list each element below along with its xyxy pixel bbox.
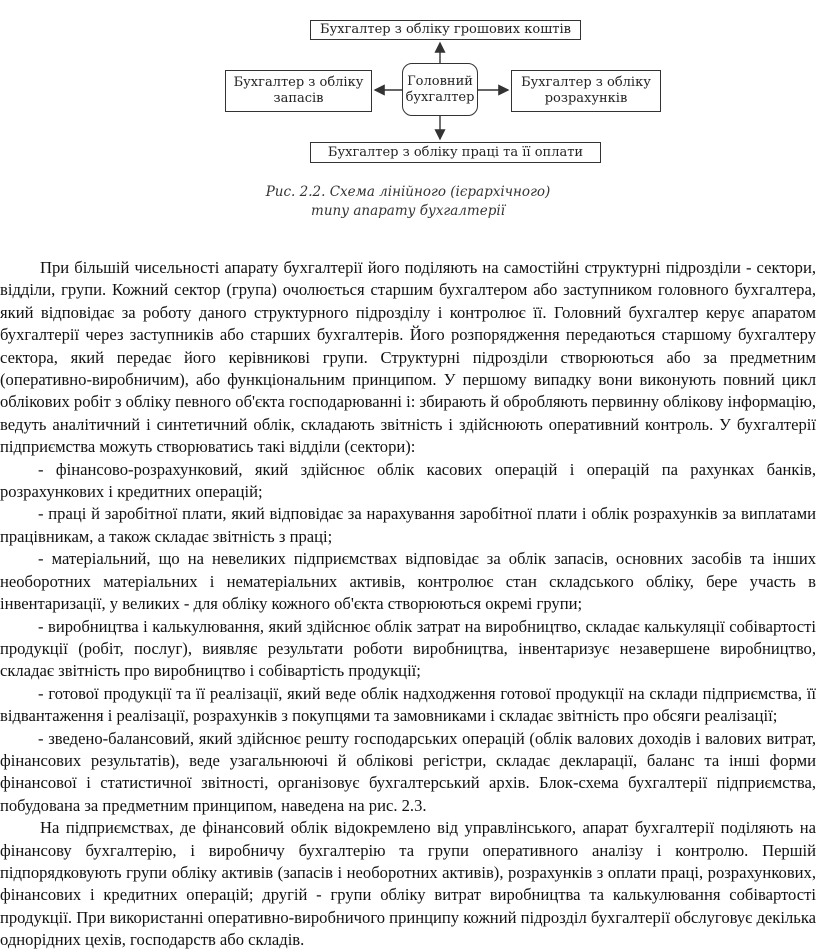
chief-accountant-label-1: Головний bbox=[407, 73, 473, 89]
list-item-finished-goods: - готової продукції та її реалізації, який веде облік надходження готової продукції на склади підприємства, її відвантаження і реалізації, розрахунків з покупцями та замовниками і складає звітність про обсяги реалізації; bbox=[0, 683, 816, 726]
list-item-finance: - фінансово-розрахунковий, який здійснює облік касових операцій і операцій па рахунках банків, розрахункових і кредитних операцій; bbox=[0, 459, 816, 502]
list-item-production: - виробництва і калькулювання, який здійснює облік затрат на виробництво, складає калькуляції собівартості продукції (робіт, послуг), виявляє результати роботи виробництва, інвентаризує незавершене виробництво, складає звітність про виробництво і собівартість продукції; bbox=[0, 616, 816, 681]
accountant-cash-label: Бухгалтер з обліку грошових коштів bbox=[320, 22, 571, 37]
chief-accountant-label-2: бухгалтер bbox=[405, 89, 475, 105]
accountant-inventory-label-2: запасів bbox=[273, 91, 324, 106]
paragraph-final: На підприємствах, де фінансовий облік відокремлено від управлінського, апарат бухгалтерії поділяють на фінансову бухгалтерію, і виробничу бухгалтерію та групи оперативного аналізу і контролю. Першій підпорядковують групи обліку активів (запасів і необоротних активів), розрахунків з оплати праці, розрахункових, фінансових і кредитних операцій; другій - групи обліку витрат виробництва та калькулювання собівартості продукції. При використанні оперативно-виробничого принципу кожний підрозділ бухгалтерії обслуговує декілька однорідних цехів, господарств або складів. bbox=[0, 818, 816, 950]
figure-caption-line-2: типу апарату бухгалтерії bbox=[311, 203, 505, 219]
list-item-payroll: - праці й заробітної плати, який відповідає за нарахування заробітної плати і облік розрахунків за виплатами працівникам, а також складає звітність з праці; bbox=[0, 504, 816, 546]
accountant-payroll-label: Бухгалтер з обліку праці та її оплати bbox=[327, 144, 584, 160]
accountant-settlements-label-1: Бухгалтер з обліку bbox=[521, 75, 651, 90]
accountant-settlements-box bbox=[511, 70, 661, 112]
accountant-settlements-label-2: розрахунків bbox=[544, 91, 628, 106]
paragraph-intro: При більшій чисельності апарату бухгалтерії його поділяють на самостійні структурні підрозділи - сектори, відділи, групи. Кожний сектор (група) очолюється старшим бухгалтером або заступником головного бухгалтера, який відповідає за роботу даного структурного підрозділу і контролює її. Головний бухгалтер керує апаратом бухгалтерії через заступників або старших бухгалтерів. Його розпорядження передаються старшому бухгалтеру сектора, який передає його керівникові групи. Структурні підрозділи створюються або за предметним (оперативно-виробничим), або функціональним принципом. У першому випадку вони виконують повний цикл облікових робіт з обліку певного об'єкта господарюванні і: збирають й обробляють первинну облікову інформацію, ведуть аналітичний і синтетичний облік, складають звітність і здійснюють оперативний контроль. У бухгалтерії підприємства можуть створюватись такі відділи (сектори): bbox=[0, 258, 816, 457]
list-item-material: - матеріальний, що на невеликих підприємствах відповідає за облік запасів, основних засобів та інших необоротних матеріальних і нематеріальних активів, контролює стан складського обліку, бере участь в інвентаризації, у великих - для обліку кожного об'єкта створюються окремі групи; bbox=[0, 549, 816, 614]
accountant-cash-box bbox=[310, 20, 581, 40]
chief-accountant-box bbox=[402, 63, 478, 116]
accountant-inventory-label-1: Бухгалтер з обліку bbox=[233, 75, 364, 90]
list-item-consolidated: - зведено-балансовий, який здійснює решту господарських операцій (облік валових доходів і валових витрат, фінансових результатів), веде узагальнюючі й облікові регістри, складає декларації, баланс та інші форми фінансової і статистичної звітності, організовує бухгалтерський архів. Блок-схема бухгалтерії підприємства, побудована за предметним принципом, наведена на рис. 2.3. bbox=[0, 728, 816, 815]
org-diagram bbox=[0, 0, 816, 240]
accountant-inventory-box bbox=[225, 70, 372, 112]
figure-caption-line-1: Рис. 2.2. Схема лінійного (ієрархічного) bbox=[265, 184, 551, 200]
accountant-payroll-box bbox=[310, 142, 601, 163]
body-text bbox=[0, 257, 816, 952]
